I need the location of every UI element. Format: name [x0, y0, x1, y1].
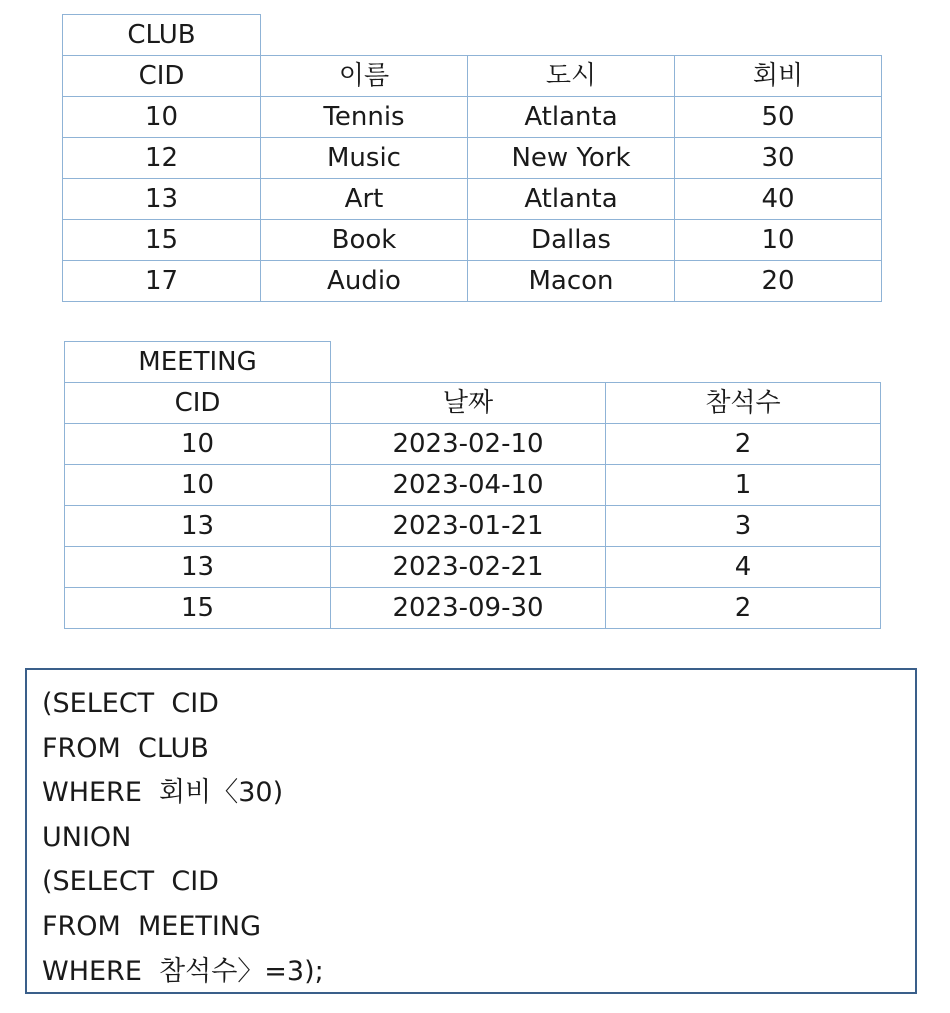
- meeting-cell-cid: 13: [65, 506, 331, 547]
- meeting-cell-attendance: 4: [606, 547, 881, 588]
- table-row: [65, 506, 881, 547]
- table-row: [65, 547, 881, 588]
- meeting-title-row: [65, 342, 881, 383]
- sql-line: FROM MEETING: [42, 910, 261, 942]
- meeting-header-cid: CID: [65, 383, 331, 424]
- club-cell-city: Atlanta: [468, 97, 675, 138]
- club-header-row: [63, 56, 882, 97]
- meeting-cell-date: 2023-01-21: [331, 506, 606, 547]
- sql-line: (SELECT CID: [42, 688, 219, 719]
- table-row: [63, 220, 882, 261]
- meeting-cell-date: 2023-02-21: [331, 547, 606, 588]
- meeting-cell-date: 2023-09-30: [331, 588, 606, 629]
- meeting-cell-cid: 15: [65, 588, 331, 629]
- club-cell-cid: 13: [63, 179, 261, 220]
- meeting-cell-cid: 10: [65, 424, 331, 465]
- club-cell-city: Macon: [468, 261, 675, 302]
- club-cell-name: Music: [261, 138, 468, 179]
- meeting-cell-cid: 10: [65, 465, 331, 506]
- sql-line: WHERE 회비〈30): [42, 777, 284, 809]
- table-row: [63, 261, 882, 302]
- club-cell-cid: 17: [63, 261, 261, 302]
- club-cell-cid: 12: [63, 138, 261, 179]
- club-cell-city: Dallas: [468, 220, 675, 261]
- meeting-cell-attendance: 2: [606, 588, 881, 629]
- meeting-cell-attendance: 1: [606, 465, 881, 506]
- club-title-row: [63, 15, 882, 56]
- club-header-name: 이름: [261, 56, 468, 97]
- sql-query-box: [25, 668, 917, 994]
- club-title-spacer: [261, 15, 882, 56]
- meeting-table: [64, 341, 881, 629]
- meeting-cell-attendance: 2: [606, 424, 881, 465]
- table-row: [63, 138, 882, 179]
- club-table: [62, 14, 882, 302]
- club-cell-name: Tennis: [261, 97, 468, 138]
- club-cell-fee: 20: [675, 261, 882, 302]
- sql-line: FROM CLUB: [42, 732, 209, 764]
- club-cell-cid: 10: [63, 97, 261, 138]
- club-cell-fee: 30: [675, 138, 882, 179]
- meeting-cell-date: 2023-02-10: [331, 424, 606, 465]
- table-row: [63, 179, 882, 220]
- meeting-cell-cid: 13: [65, 547, 331, 588]
- meeting-title-spacer: [331, 342, 881, 383]
- meeting-header-date: 날짜: [331, 383, 606, 424]
- sql-line: (SELECT CID: [42, 866, 219, 898]
- club-cell-cid: 15: [63, 220, 261, 261]
- club-cell-city: Atlanta: [468, 179, 675, 220]
- table-row: [65, 588, 881, 629]
- meeting-cell-date: 2023-04-10: [331, 465, 606, 506]
- sql-line: UNION: [42, 821, 132, 853]
- club-cell-name: Audio: [261, 261, 468, 302]
- club-header-fee: 회비: [675, 56, 882, 97]
- meeting-header-row: [65, 383, 881, 424]
- club-cell-fee: 40: [675, 179, 882, 220]
- club-header-cid: CID: [63, 56, 261, 97]
- meeting-header-attendance: 참석수: [606, 383, 881, 424]
- club-header-city: 도시: [468, 56, 675, 97]
- meeting-table-title: MEETING: [65, 342, 331, 383]
- club-cell-city: New York: [468, 138, 675, 179]
- club-cell-name: Book: [261, 220, 468, 261]
- table-row: [65, 424, 881, 465]
- table-row: [65, 465, 881, 506]
- table-row: [63, 97, 882, 138]
- meeting-cell-attendance: 3: [606, 506, 881, 547]
- club-cell-fee: 10: [675, 220, 882, 261]
- club-cell-fee: 50: [675, 97, 882, 138]
- club-table-title: CLUB: [63, 15, 261, 56]
- sql-line: WHERE 참석수〉=3);: [42, 955, 324, 987]
- club-cell-name: Art: [261, 179, 468, 220]
